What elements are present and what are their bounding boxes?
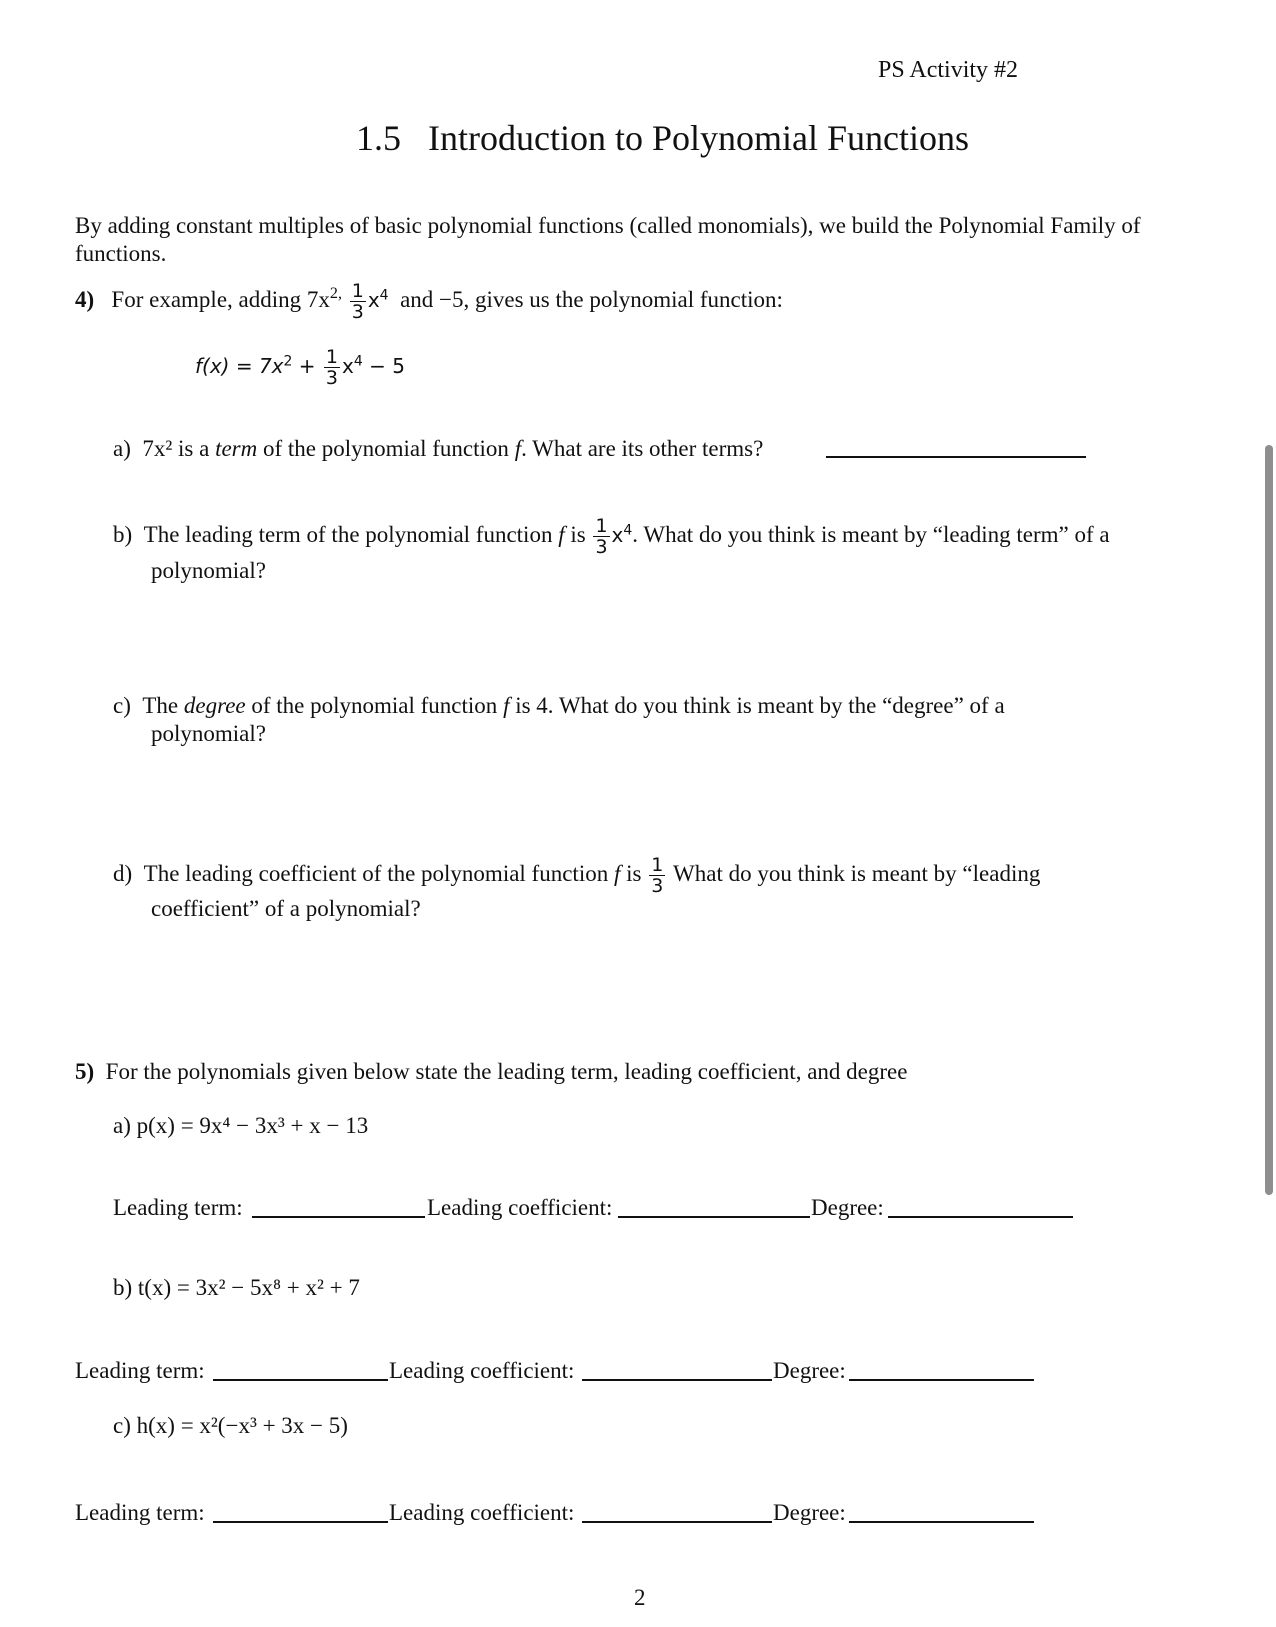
page-number: 2	[634, 1585, 646, 1610]
q4b-line2: polynomial?	[151, 558, 266, 583]
q5b-leading-coeff-label: Leading coefficient:	[389, 1358, 575, 1383]
q5a-degree-blank[interactable]	[888, 1216, 1073, 1218]
q4a-answer-blank[interactable]	[826, 456, 1086, 458]
q5c-leading-term-label: Leading term:	[75, 1500, 205, 1525]
q5a-degree-label: Degree:	[811, 1195, 884, 1220]
q5c-leading-term-blank[interactable]	[213, 1521, 388, 1523]
q4-number: 4)	[75, 286, 95, 312]
q5c-leading-coeff-blank[interactable]	[582, 1521, 772, 1523]
q5-line: 5) For the polynomials given below state the leading term, leading coefficient, and degree	[75, 1059, 908, 1084]
q5a-expr: a) p(x) = 9x⁴ − 3x³ + x − 13	[113, 1113, 369, 1138]
q4c-line2: polynomial?	[151, 721, 266, 746]
q5c-degree-label: Degree:	[773, 1500, 846, 1525]
q4b: b) The leading term of the polynomial function f is $\frac{1}{3}$ $x^4$. What do you think is meant by “leading term” of a	[113, 515, 1110, 558]
q4-lead: For example, adding 7x	[111, 286, 330, 312]
q5a-leading-term-blank[interactable]	[252, 1216, 425, 1218]
activity-header: PS Activity #2	[878, 57, 1019, 83]
q5b-expr: b) t(x) = 3x² − 5x⁸ + x² + 7	[113, 1275, 360, 1300]
q5a-leading-coeff-label: Leading coefficient:	[427, 1195, 613, 1220]
q5b-leading-term-label: Leading term:	[75, 1358, 205, 1383]
section-number: 1.5	[356, 118, 401, 158]
q4c: c) The degree of the polynomial function f is 4. What do you think is meant by the “degree” of a	[113, 693, 1005, 718]
q4d: d) The leading coefficient of the polynomial function f is $\frac{1}{3}$ What do you think is meant by “leading	[113, 854, 1041, 897]
q5b-degree-blank[interactable]	[849, 1379, 1034, 1381]
q5c-degree-blank[interactable]	[849, 1521, 1034, 1523]
q5a-leading-term-label: Leading term:	[113, 1195, 243, 1220]
q5b-leading-coeff-blank[interactable]	[582, 1379, 772, 1381]
intro-paragraph: By adding constant multiples of basic polynomial functions (called monomials), we build the Polynomial Family of functions.	[75, 213, 1141, 266]
section-title: Introduction to Polynomial Functions	[428, 118, 969, 158]
q5a-leading-coeff-blank[interactable]	[618, 1216, 810, 1218]
q4d-line2: coefficient” of a polynomial?	[151, 896, 421, 921]
q5b-degree-label: Degree:	[773, 1358, 846, 1383]
vertical-scrollbar[interactable]	[1265, 445, 1273, 1195]
q5c-leading-coeff-label: Leading coefficient:	[389, 1500, 575, 1525]
q4-rest: and −5, gives us the polynomial function:	[400, 286, 783, 312]
q5c-expr: c) h(x) = x²(−x³ + 3x − 5)	[113, 1413, 348, 1438]
page-title	[356, 116, 969, 160]
q4-formula: $f(x) = 7x^2$ + $\frac{1}{3}$ $x^4 - 5$	[195, 346, 405, 389]
q4a: a) 7x² is a term of the polynomial function f. What are its other terms?	[113, 436, 764, 461]
q5b-leading-term-blank[interactable]	[213, 1379, 388, 1381]
q4-fraction: $\frac{1}{3}$	[351, 280, 364, 323]
q4-line: 4) For example, adding $7x^{2,}$ $\frac{1}{3}$ $x^4$ and −5, gives us the polynomial function:	[75, 280, 783, 323]
